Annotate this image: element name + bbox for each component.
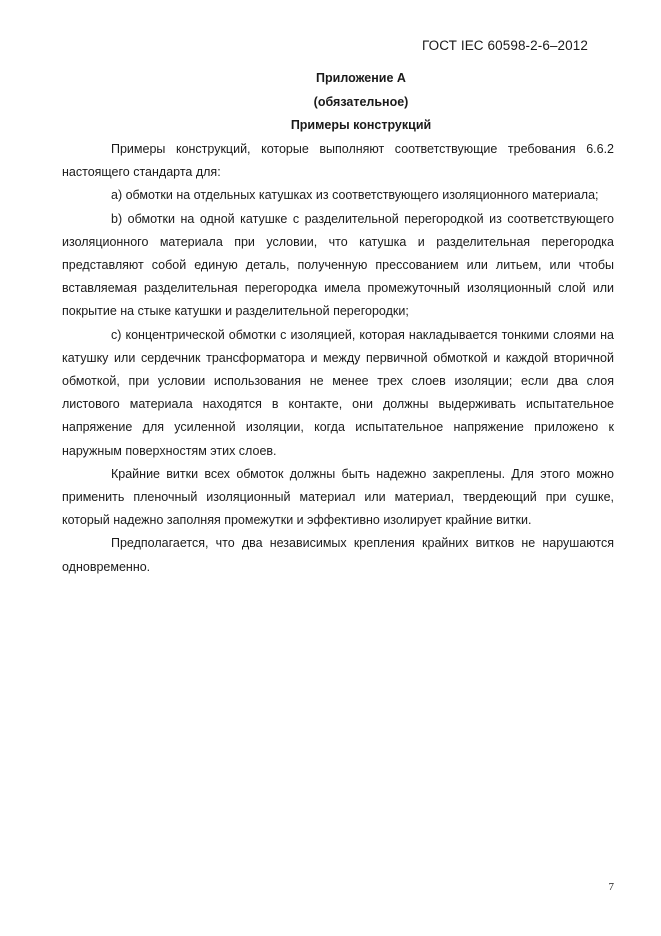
paragraph-item-c: c) концентрической обмотки с изоляцией, которая накладывается тонкими слоями на катушку или сердечник трансформатора и между первичной обмоткой и каждой вторичной обмоткой, при условии использования не менее трех слоев изоляции; если два слоя листового материала находятся в контакте, они должны выдерживать испытательное напряжение для усиленной изоляции, когда испытательное напряжение приложено к наружным поверхностям этих слоев. bbox=[62, 327, 614, 458]
annex-body bbox=[62, 138, 614, 579]
paragraph-intro: Примеры конструкций, которые выполняют соответствующие требования 6.6.2 настоящего стандарта для: bbox=[62, 142, 614, 180]
document-code-header: ГОСТ IEC 60598-2-6–2012 bbox=[422, 38, 588, 53]
annex-status: (обязательное) bbox=[313, 95, 409, 109]
annex-subtitle: Примеры конструкций bbox=[290, 118, 432, 132]
page-number: 7 bbox=[608, 881, 614, 893]
paragraph-assumption: Предполагается, что два независимых крепления крайних витков не нарушаются одновременно. bbox=[62, 536, 614, 574]
paragraph-end-turns: Крайние витки всех обмоток должны быть надежно закреплены. Для этого можно применить пленочный изоляционный материал или материал, твердеющий при сушке, который надежно заполняя промежутки и эффективно изолирует крайние витки. bbox=[62, 466, 614, 528]
annex-title: Приложение А bbox=[316, 71, 406, 85]
paragraph-item-a: a) обмотки на отдельных катушках из соответствующего изоляционного материала; bbox=[111, 188, 599, 203]
paragraph-item-b: b) обмотки на одной катушке с разделительной перегородкой из соответствующего изоляционного материала при условии, что катушка и разделительная перегородка представляют собой единую деталь, полученную прессованием или литьем, или чтобы вставляемая разделительная перегородка имела промежуточный изоляционный слой или покрытие на стыке катушки и разделительной перегородки; bbox=[62, 211, 614, 319]
